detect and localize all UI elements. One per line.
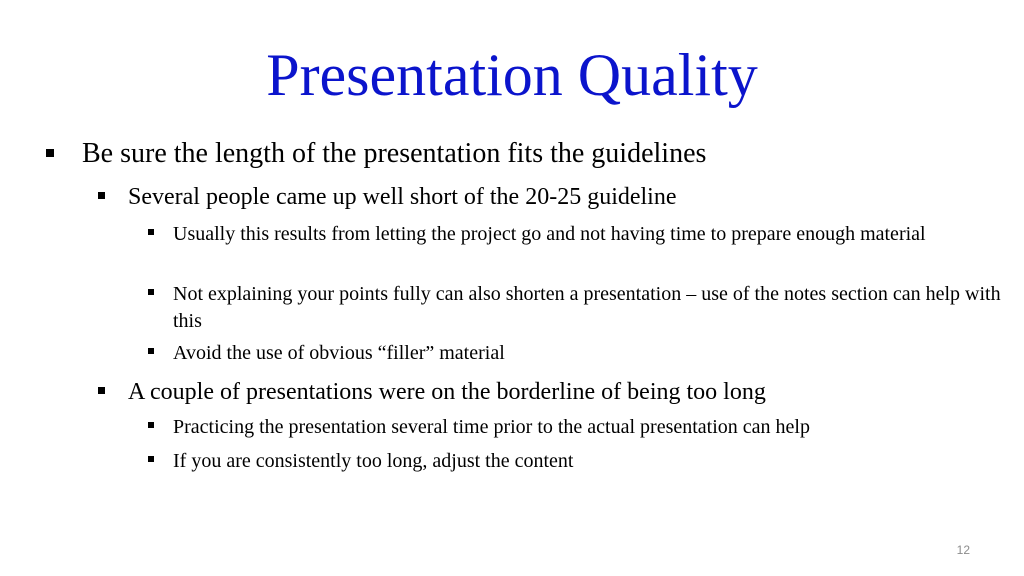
bullet-item-level3 [148,448,1003,475]
square-bullet-icon [148,422,154,428]
square-bullet-icon [148,456,154,462]
bullet-item-level3 [148,414,1003,441]
bullet-item-level1 [46,138,982,170]
bullet-text: Avoid the use of obvious “filler” material [173,342,505,364]
square-bullet-icon [46,149,54,157]
slide-title: Presentation Quality [266,42,758,108]
square-bullet-icon [98,192,105,199]
bullet-text: Be sure the length of the presentation fits the guidelines [82,138,707,169]
bullet-text: Several people came up well short of the 20-25 guideline [128,184,677,210]
bullet-text: Usually this results from letting the project go and not having time to prepare enough material [173,223,926,245]
page-number: 12 [956,543,970,557]
bullet-item-level3 [148,281,1003,335]
square-bullet-icon [148,229,154,235]
square-bullet-icon [148,348,154,354]
bullet-item-level2 [98,378,988,406]
bullet-text: Not explaining your points fully can also shorten a presentation – use of the notes section can help with this [173,283,1001,332]
bullet-item-level2 [98,183,988,211]
square-bullet-icon [148,289,154,295]
bullet-item-level3 [148,340,1003,367]
bullet-text: Practicing the presentation several time prior to the actual presentation can help [173,416,810,438]
bullet-text: If you are consistently too long, adjust the content [173,450,574,472]
bullet-item-level3 [148,221,1003,248]
square-bullet-icon [98,387,105,394]
bullet-text: A couple of presentations were on the borderline of being too long [128,379,766,405]
